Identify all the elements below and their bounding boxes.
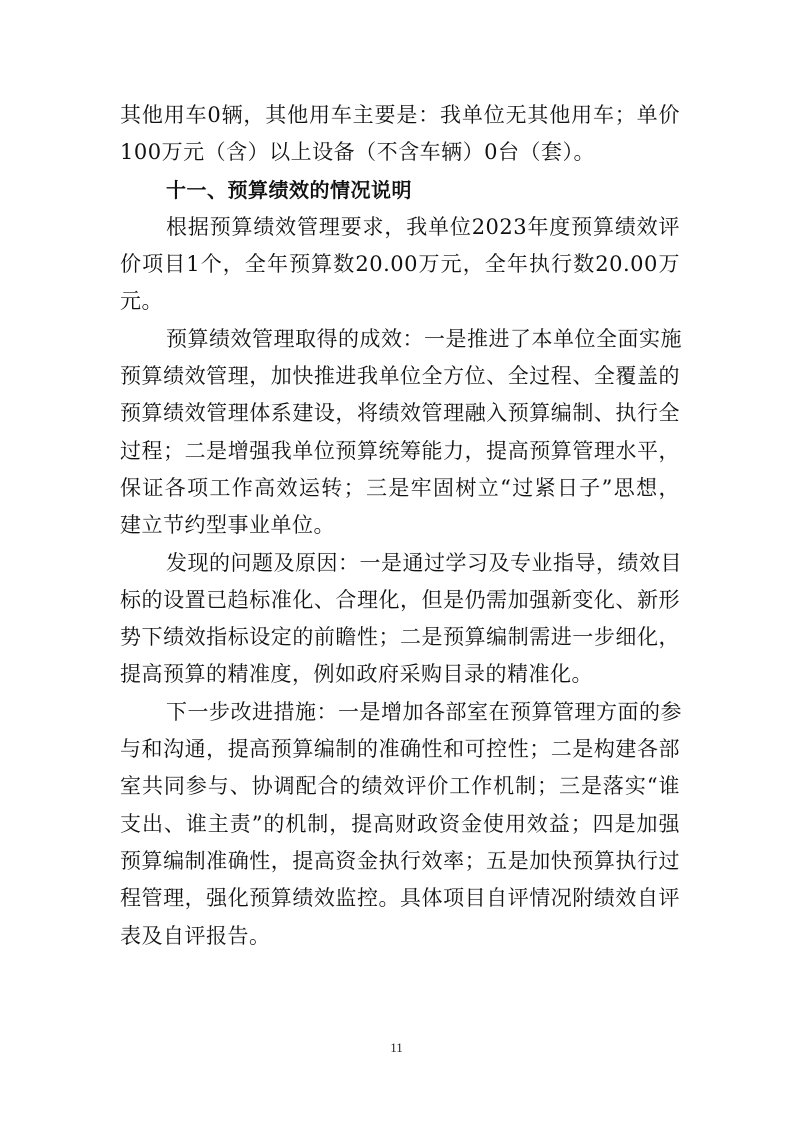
text-line: 100万元（含）以上设备（不含车辆）0台（套）。 (120, 140, 595, 165)
text-line: 程管理，强化预算绩效监控。具体项目自评情况附绩效自评 (120, 886, 680, 911)
text-line: 提高预算的精准度，例如政府采购目录的精准化。 (120, 662, 593, 687)
text-line: 元。 (120, 289, 163, 314)
section-heading: 十一、预算绩效的情况说明 (166, 177, 412, 202)
text-line: 预算编制准确性，提高资金执行效率；五是加快预算执行过 (120, 848, 680, 873)
text-line: 与和沟通，提高预算编制的准确性和可控性；二是构建各部 (120, 737, 680, 762)
text-line: 势下绩效指标设定的前瞻性；二是预算编制需进一步细化， (120, 625, 680, 650)
text-line: 预算绩效管理取得的成效：一是推进了本单位全面实施 (166, 326, 682, 351)
text-line: 其他用车0辆，其他用车主要是：我单位无其他用车；单价 (120, 103, 680, 127)
text-line: 过程；二是增强我单位预算统筹能力，提高预算管理水平， (120, 438, 680, 463)
text-line: 表及自评报告。 (120, 923, 271, 948)
text-line: 室共同参与、协调配合的绩效评价工作机制；三是落实“谁 (120, 774, 680, 799)
text-line: 根据预算绩效管理要求，我单位2023年度预算绩效评 (166, 214, 680, 239)
text-line: 预算绩效管理体系建设，将绩效管理融入预算编制、执行全 (120, 401, 680, 426)
text-line: 发现的问题及原因：一是通过学习及专业指导，绩效目 (166, 550, 682, 575)
text-line: 价项目1个，全年预算数20.00万元，全年执行数20.00万 (120, 252, 680, 277)
text-line: 保证各项工作高效运转；三是牢固树立“过紧日子”思想， (120, 475, 680, 500)
text-line: 建立节约型事业单位。 (120, 513, 335, 538)
text-line: 下一步改进措施：一是增加各部室在预算管理方面的参 (166, 699, 682, 724)
text-line: 支出、谁主责”的机制，提高财政资金使用效益；四是加强 (120, 811, 680, 836)
text-line: 标的设置已趋标准化、合理化，但是仍需加强新变化、新形 (120, 587, 680, 612)
body-text (120, 97, 680, 955)
text-line: 预算绩效管理，加快推进我单位全方位、全过程、全覆盖的 (120, 364, 680, 389)
page-number: 11 (390, 1040, 403, 1055)
